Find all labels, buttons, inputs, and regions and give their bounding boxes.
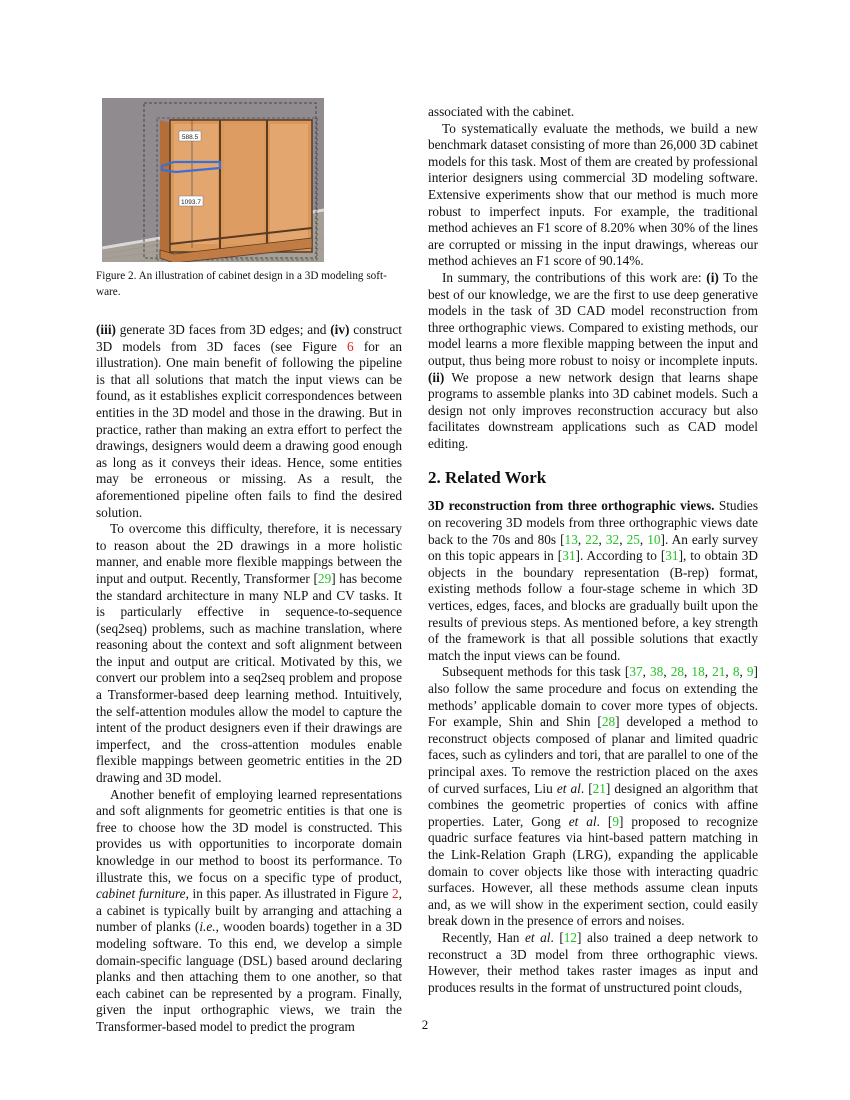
citation-link[interactable]: 21 [712, 664, 726, 680]
citation-link[interactable]: 38 [650, 664, 664, 680]
section-heading-related-work: 2. Related Work [428, 468, 547, 488]
paragraph-3d-reconstruction: 3D reconstruction from three orthographic views. Studies on recovering 3D models from three orthographic views date back to the 70s and 80s [13, 22, 32, 25, 10]. An early survey on this topic appears in [31]. According to [31], to obtain 3D objects in the boundary representation (B-rep) format, existing methods follow a four-stage scheme in which 3D vertices, edges, faces, and blocks are gradually built upon the results of previous steps. As mentioned before, a key strength of the framework is that all possible solutions that exactly match the input views can be found. [428, 498, 759, 663]
left-column [96, 322, 402, 1036]
citation-link[interactable]: 37 [629, 664, 643, 680]
figure-cabinet-illustration [102, 98, 324, 262]
citation-link[interactable]: 32 [605, 531, 620, 547]
paragraph-pipeline-limitations: (iii) generate 3D faces from 3D edges; and (iv) construct 3D models from 3D faces (see Figure 6 for an illustration). One main benefit of following the pipeline is that all solutions that match the input views can be found, as it establishes explicit correspondences between entities in the 3D model and those in the drawing. But in practice, rather than making an extra effort to perfect the drawings, designers would deem a drawing good enough as long as it conveys their ideas. Hence, some entities may be erroneous or missing. As a result, the aforementioned pipeline often fails to find the desired solution. [96, 322, 402, 520]
caption-line-1: Figure 2. An illustration of cabinet design in a 3D modeling soft- [96, 270, 387, 282]
paragraph-contributions: In summary, the contributions of this work are: (i) To the best of our knowledge, we are the first to use deep generative models in the task of 3D CAD model reconstruction from three orthographic views. Compared to existing methods, our model learns a more flexible mapping between the input and output, thus being more robust to noisy or incomplete inputs. (ii) We propose a new network design that learns shape programs to assemble planks into 3D cabinet models. Such a design not only improves reconstruction accuracy but also facilitates downstream applications such as CAD model editing. [428, 269, 758, 451]
bold-marker-iv: (iv) [330, 322, 350, 337]
right-column [428, 104, 758, 996]
paragraph-domain-knowledge: Another benefit of employing learned representations and soft alignments for geometric entities is that one is free to choose how the 3D model is constructed. This provides us with opportunities to incorporate domain knowledge in our method to boost its performance. To illustrate this, we focus on a specific type of product, cabinet furniture, in this paper. As illustrated in Figure 2, a cabinet is typically built by arranging and attaching a number of planks (i.e., wooden boards) together in a 3D modeling software. To this end, we develop a simple domain-specific language (DSL) based around declaring planks and then attaching them to one another, so that each cabinet can be represented by a program. Finally, given the input orthographic views, we train the Transformer-based model to predict the program [96, 786, 402, 1034]
figure-caption [96, 268, 406, 300]
bold-marker-iii: (iii) [96, 322, 116, 337]
citation-link[interactable]: 28 [601, 714, 616, 730]
emphasis-cabinet-furniture: cabinet furniture [96, 886, 186, 902]
figure-ref-link[interactable]: 2 [392, 886, 399, 902]
citation-link[interactable]: 8 [732, 664, 740, 680]
page-number: 2 [421, 1017, 429, 1032]
citation-link[interactable]: 31 [562, 548, 576, 564]
dimension-label-top: 588.5 [181, 134, 199, 141]
citation-link[interactable]: 29 [317, 570, 332, 586]
citation-link[interactable]: 9 [746, 664, 754, 680]
citation-link[interactable]: 10 [647, 531, 661, 547]
paragraph-transformer-motivation: To overcome this difficulty, therefore, it is necessary to reason about the 2D drawings in a more holistic manner, and enable more flexible mappings between the input and output. Recently, Transformer [29] has become the standard architecture in many NLP and CV tasks. It is particularly effective in sequence-to-sequence (seq2seq) problems, such as machine translation, where reasoning about the context and soft alignment between the input and output are critical. Motivated by this, we convert our problem into a seq2seq problem and propose a Transformer-based deep learning method. Intuitively, the self-attention modules allow the model to capture the intent of the product designers even if their drawings are imperfect, and the cross-attention modules enable flexible mappings between geometric entities in the 2D drawing and 3D model. [96, 521, 402, 786]
citation-link[interactable]: 12 [563, 929, 578, 945]
citation-link[interactable]: 22 [585, 531, 599, 547]
citation-link[interactable]: 21 [592, 780, 606, 796]
cabinet-3d-render [102, 98, 324, 262]
citation-link[interactable]: 18 [691, 664, 705, 680]
paragraph-benchmark: To systematically evaluate the methods, we build a new benchmark dataset consisting of more than 26,000 3D cabinet models for this task. Most of them are created by professional interior designers using commercial 3D modeling software. Extensive experiments show that our method is much more robust to imperfect inputs. For example, the traditional method achieves an F1 score of 8.20% when 30% of the lines are corrupted or missing in the input drawings, whereas our method achieves an F1 score of 90.14%. [428, 120, 758, 269]
paragraph-heading: 3D reconstruction from three orthographic views. [428, 498, 715, 514]
paragraph-subsequent-methods: Subsequent methods for this task [37, 38, 28, 18, 21, 8, 9] also follow the same procedure and focus on extending the methods’ applicable domain to cover more types of objects. For example, Shin and Shin [28] developed a method to reconstruct objects composed of planar and limited quadric faces, such as cylinders and tori, that are parallel to one of the principal axes. To remove the restriction placed on the axes of curved surfaces, Liu et al. [21] designed an algorithm that combines the geometric properties of conics with affine properties. Later, Gong et al. [9] proposed to recognize quadric surface features via hint-based pattern matching in the Link-Relation Graph (LRG), expanding the applicable domain to cover objects like those with interacting quadric surfaces. However, all these methods assume clean inputs and, as we will show in the experiment section, could easily break down in the presence of errors and noises. [428, 664, 759, 929]
caption-line-2: ware. [96, 286, 121, 298]
figure-ref-link[interactable]: 6 [347, 338, 354, 354]
dimension-label-bottom: 1093.7 [181, 199, 201, 206]
citation-link[interactable]: 9 [612, 813, 619, 829]
citation-link[interactable]: 28 [670, 664, 685, 680]
citation-link[interactable]: 31 [665, 548, 679, 564]
citation-link[interactable]: 13 [564, 531, 578, 547]
paragraph-han-et-al: Recently, Han et al. [12] also trained a deep network to reconstruct a 3D model from three orthographic views. However, their method takes raster images as input and produces results in the format of unstructured point clouds, [428, 929, 758, 995]
citation-link[interactable]: 25 [626, 531, 640, 547]
paragraph-continuation: associated with the cabinet. [428, 104, 575, 119]
